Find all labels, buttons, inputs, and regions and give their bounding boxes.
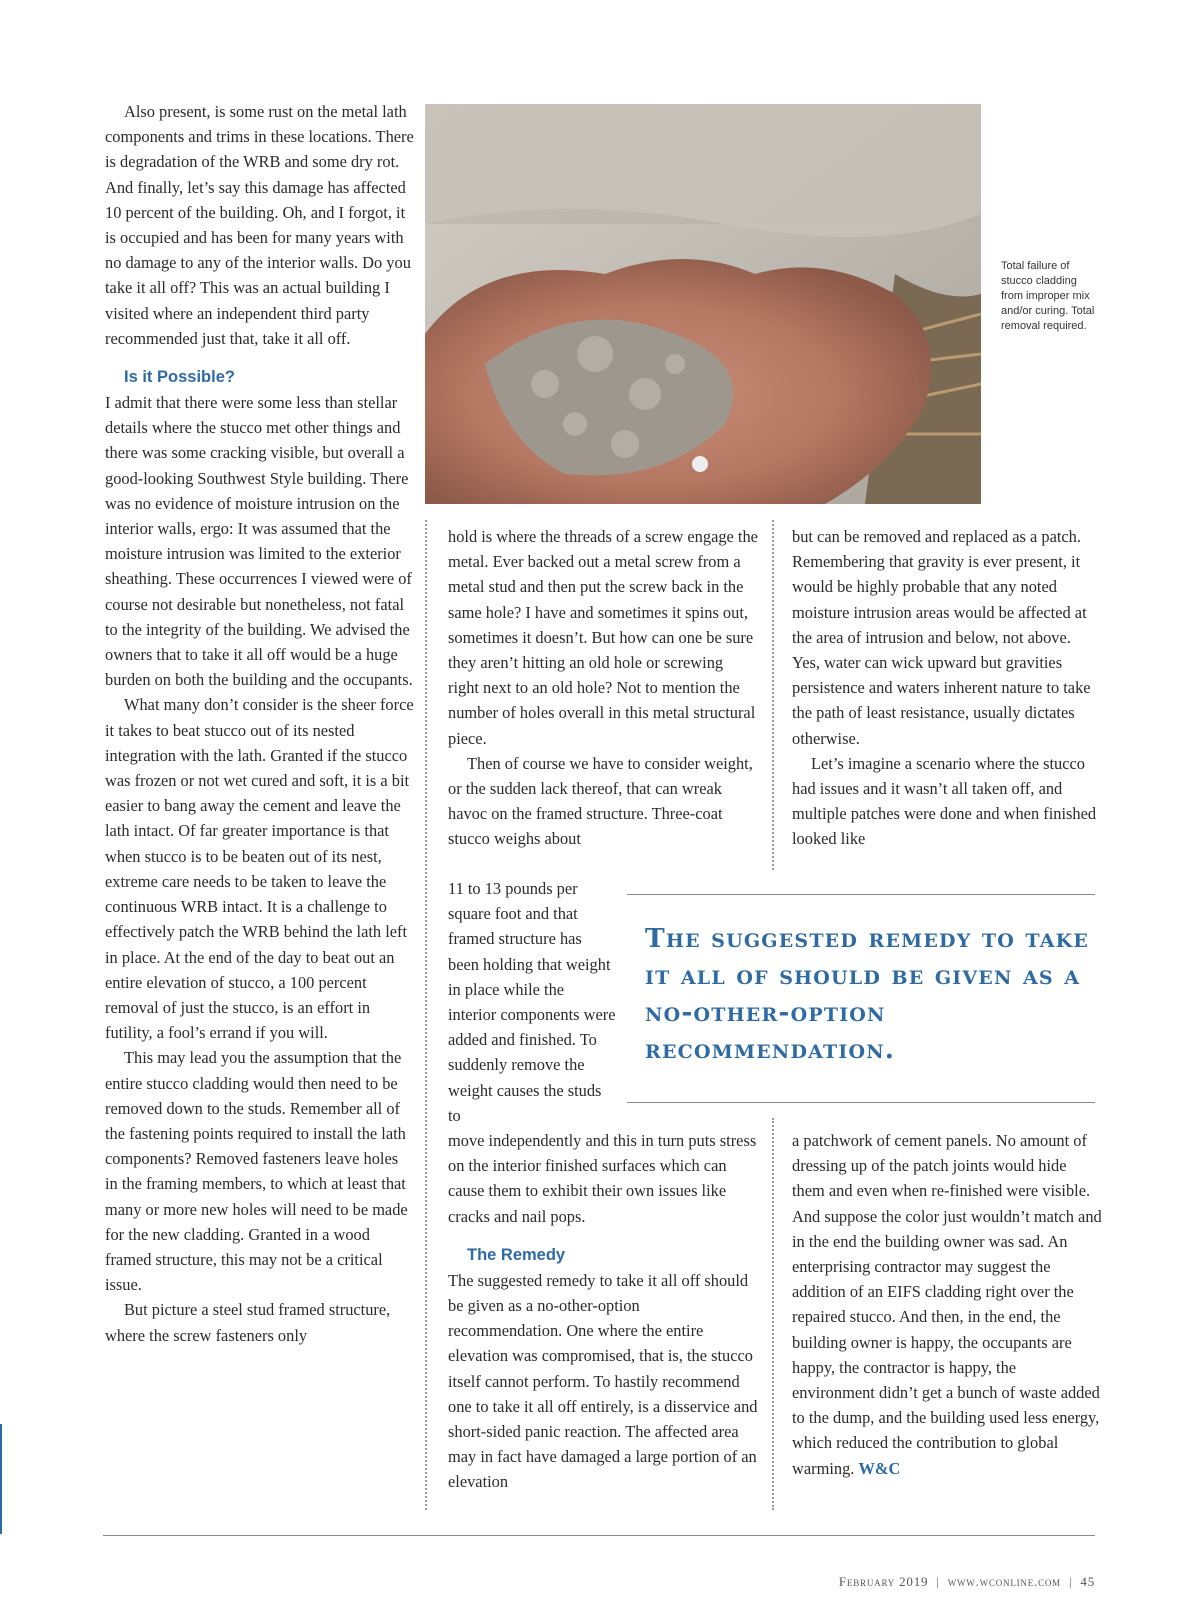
issue-date: February 2019 — [838, 1574, 929, 1589]
column-2 — [448, 524, 758, 852]
section-heading: The Remedy — [467, 1245, 566, 1264]
column-divider — [772, 520, 774, 870]
column-divider — [425, 520, 427, 1510]
column-3 — [792, 524, 1102, 852]
paragraph: But picture a steel stud framed structure, where the screw fasteners only — [105, 1300, 391, 1345]
paragraph: I admit that there were some less than stellar details where the stucco met other things and there was some cracking visible, but overall a good-looking Southwest Style building. There was no evidence of moisture intrusion on the interior walls, ergo: It was assumed that the moisture intrusion was limited to the exterior sheathing. These occurrences I viewed were of course not desirable but nonetheless, not fatal to the integrity of the building. We advised the owners that to take it all off would be a huge burden on both the building and the occupants. — [105, 393, 413, 690]
paragraph: but can be removed and replaced as a patch. Remembering that gravity is ever present, it would be highly probable that any noted moisture intrusion areas would be affected at the area of intrusion and below, not above. Yes, water can wick upward but gravities persistence and waters inherent nature to take the path of least resistance, usually dictates otherwise. — [792, 527, 1091, 748]
column-2-lower — [448, 1128, 758, 1495]
pull-quote-rule-top — [627, 894, 1095, 895]
column-2-wrap — [448, 876, 616, 1128]
paragraph-text: a patchwork of cement panels. No amount of dressing up of the patch joints would hide them and even when re-finished were visible. And suppose the color just wouldn’t match and in the end the building owner was sad. An enterprising contractor may suggest the addition of an EIFS cladding right over the repaired stucco. And then, in the end, the building owner is happy, the occupants are happy, the contractor is happy, the environment didn’t get a bunch of waste added to the dump, and the building used less energy, which reduced the contribution to global warming. — [792, 1131, 1102, 1478]
paragraph: Let’s imagine a scenario where the stucco had issues and it wasn’t all taken off, and multiple patches were done and when finished looked like — [792, 753, 1097, 849]
page-footer: February 2019 | www.wconline.com | 45 — [838, 1574, 1095, 1589]
paragraph: This may lead you the assumption that the entire stucco cladding would then need to be removed down to the studs. Remember all of the fastening points required to install the lath components? Removed fasteners leave holes in the framing members, to which at least that many or more new holes will need to be made for the new cladding. Granted in a wood framed structure, this may not be a critical issue. — [105, 1048, 408, 1295]
paragraph: The suggested remedy to take it all off should be given as a no-other-option recommendation. One where the entire elevation was compromised, that is, the stucco itself cannot perform. To hastily recommend one to take it all off entirely, is a disservice and short-sided panic reaction. The affected area may in fact have damaged a large portion of an elevation — [448, 1270, 758, 1492]
pull-quote: The suggested remedy to take it all of should be given as a no-other-option recommendation. — [645, 923, 1090, 1065]
paragraph: Then of course we have to consider weight, or the sudden lack thereof, that can wreak havoc on the framed structure. Three-coat stucco weighs about — [448, 753, 753, 849]
end-mark: W&C — [858, 1458, 901, 1478]
paragraph — [792, 1128, 1102, 1481]
column-1 — [105, 99, 414, 1348]
section-heading: Is it Possible? — [124, 368, 235, 387]
page-number: 45 — [1080, 1574, 1095, 1589]
footer-rule — [103, 1535, 1095, 1536]
paragraph: move independently and this in turn puts stress on the interior finished surfaces which can cause them to exhibit their own issues like cracks and nail pops. — [448, 1131, 757, 1226]
stucco-failure-photo — [425, 104, 981, 504]
pull-quote-rule-bottom — [627, 1102, 1095, 1103]
photo-caption: Total failure of stucco cladding from improper mix and/or curing. Total removal required. — [1001, 260, 1095, 332]
paragraph: hold is where the threads of a screw engage the metal. Ever backed out a metal screw from a metal stud and then put the screw back in the same hole? I have and sometimes it spins out, sometimes it doesn’t. But how can one be sure they aren’t hitting an old hole or screwing right next to an old hole? Not to mention the number of holes overall in this metal structural piece. — [448, 527, 758, 748]
column-3-lower — [792, 1128, 1102, 1481]
paragraph: What many don’t consider is the sheer force it takes to beat stucco out of its nested integration with the lath. Granted if the stucco was frozen or not wet cured and soft, it is a bit easier to bang away the cement and leave the lath intact. Of far greater importance is that when stucco is to be beaten out of its nest, extreme care needs to be taken to leave the continuous WRB intact. It is a challenge to effectively patch the WRB behind the lath left in place. At the end of the day to beat out an entire elevation of stucco, a 100 percent removal of just the stucco, is an effort in futility, a fool’s errand if you will. — [105, 695, 414, 1043]
column-divider — [772, 1118, 774, 1510]
website-link[interactable]: www.wconline.com — [947, 1574, 1061, 1589]
margin-accent-bar — [0, 1424, 2, 1534]
paragraph: Also present, is some rust on the metal lath components and trims in these locations. There is degradation of the WRB and some dry rot. And finally, let’s say this damage has affected 10 percent of the building. Oh, and I forgot, it is occupied and has been for many years with no damage to any of the interior walls. Do you take it all off? This was an actual building I visited where an independent third party recommended just that, take it all off. — [105, 102, 414, 348]
paragraph: 11 to 13 pounds per square foot and that framed structure has been holding that weight in place while the interior components were added and finished. To suddenly remove the weight causes the studs to — [448, 879, 616, 1125]
